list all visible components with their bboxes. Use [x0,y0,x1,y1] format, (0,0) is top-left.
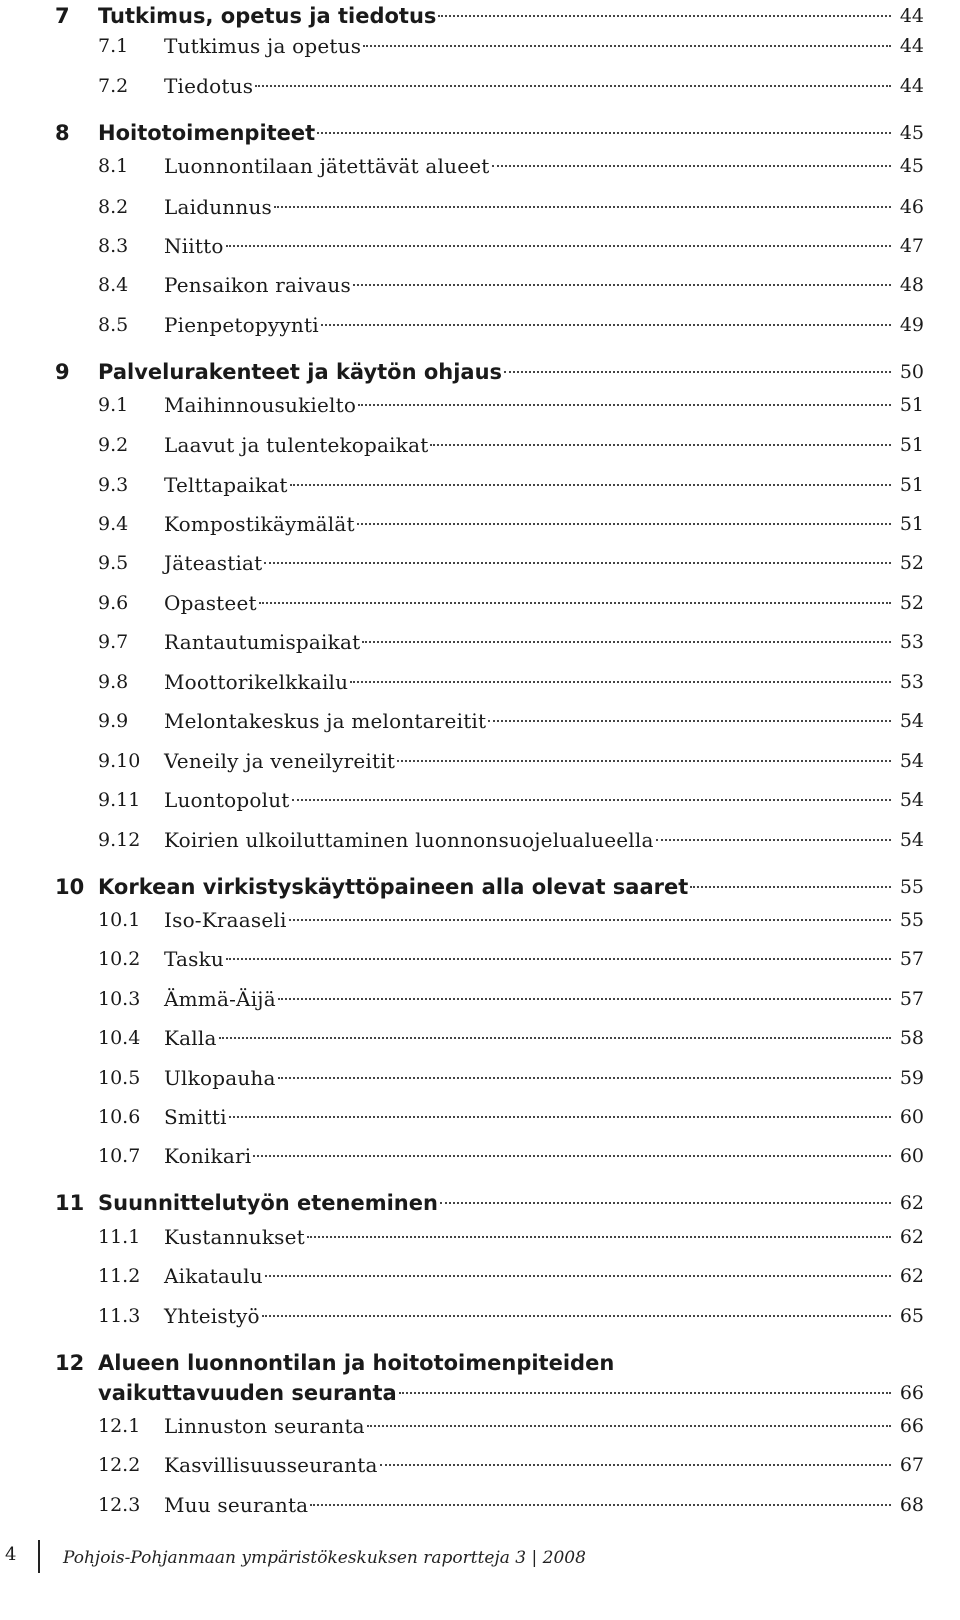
footer-publication: Pohjois-Pohjanmaan ympäristökeskuksen raportteja 3 | 2008 [63,1548,586,1568]
toc-entry-number: 9.10 [98,750,141,772]
leader-dots [278,1077,891,1079]
toc-entry-number: 12.2 [98,1454,141,1476]
toc-entry-title-text: Pensaikon raivaus [164,273,351,297]
toc-entry-title [164,270,894,300]
toc-entry-number: 9.5 [98,552,129,574]
toc-section-entry[interactable] [0,667,960,697]
toc-entry-title [164,627,894,657]
toc-entry-page-number: 54 [899,710,924,732]
toc-entry-number: 7 [55,4,70,28]
leader-dots [397,760,891,762]
toc-entry-title [164,509,894,539]
toc-entry-number: 10.2 [98,948,141,970]
toc-entry-title-text: Muu seuranta [164,1493,309,1517]
leader-dots [440,1202,891,1204]
toc-section-entry[interactable] [0,1411,960,1441]
toc-section-entry[interactable] [0,310,960,340]
toc-entry-page-number: 58 [899,1027,924,1049]
toc-entry-title [164,151,894,181]
toc-entry-title [164,231,894,261]
toc-section-entry[interactable] [0,1102,960,1132]
toc-section-entry[interactable] [0,1490,960,1520]
toc-entry-title-text: Tasku [164,947,224,971]
leader-dots [353,284,891,286]
toc-entry-number: 7.2 [98,75,129,97]
toc-entry-title [164,192,894,222]
leader-dots [226,245,891,247]
toc-chapter-entry[interactable] [0,1,960,31]
leader-dots [438,15,891,17]
toc-entry-page-number: 53 [899,671,924,693]
toc-entry-number: 9.9 [98,710,129,732]
toc-entry-title-text: Kompostikäymälät [164,512,355,536]
leader-dots [380,1464,891,1466]
toc-entry-page-number: 46 [899,196,924,218]
leader-dots [317,132,891,134]
toc-entry-title [164,1450,894,1480]
leader-dots [310,1504,891,1506]
leader-dots [363,45,891,47]
toc-entry-title [164,470,894,500]
toc-entry-title [164,825,894,855]
toc-entry-title-text: Yhteistyö [164,1304,260,1328]
toc-entry-page-number: 44 [899,75,924,97]
toc-entry-page-number: 51 [899,394,924,416]
toc-entry-title-text: Koirien ulkoiluttaminen luonnonsuojelualueella [164,828,654,852]
toc-entry-number: 8.4 [98,274,129,296]
toc-entry-title-text: Laidunnus [164,195,272,219]
toc-entry-title-text: Aikataulu [164,1264,263,1288]
toc-entry-number: 10 [55,875,85,899]
leader-dots [259,602,891,604]
toc-chapter-entry[interactable] [0,357,960,387]
toc-section-entry[interactable] [0,430,960,460]
toc-entry-title-text: Laavut ja tulentekopaikat [164,433,429,457]
toc-entry-title [164,1301,894,1331]
toc-entry-page-number: 55 [899,909,924,931]
leader-dots [255,85,891,87]
toc-chapter-entry[interactable] [0,118,960,148]
toc-entry-title-text: Pienpetopyynti [164,313,319,337]
leader-dots [367,1425,891,1427]
toc-entry-title [164,785,894,815]
leader-dots [290,484,891,486]
toc-entry-page-number: 57 [899,948,924,970]
toc-entry-number: 11 [55,1191,85,1215]
toc-entry-number: 9.6 [98,592,129,614]
footer-divider [38,1540,40,1573]
toc-section-entry[interactable] [0,1023,960,1053]
toc-entry-title-text: Iso-Kraaseli [164,908,287,932]
toc-entry-page-number: 45 [899,122,924,144]
toc-entry-number: 9.4 [98,513,129,535]
toc-entry-title [98,357,894,387]
toc-entry-title [164,1102,894,1132]
toc-entry-title [164,984,894,1014]
toc-entry-number: 9.3 [98,474,129,496]
toc-entry-page-number: 51 [899,513,924,535]
toc-entry-title-text: Ämmä-Äijä [164,987,276,1011]
toc-entry-page-number: 65 [899,1305,924,1327]
toc-entry-number: 11.3 [98,1305,141,1327]
leader-dots [399,1392,891,1394]
toc-entry-page-number: 67 [899,1454,924,1476]
toc-entry-title [164,706,894,736]
toc-entry-title-text: Palvelurakenteet ja käytön ohjaus [98,360,503,384]
toc-entry-page-number: 62 [899,1265,924,1287]
toc-entry-title [164,430,894,460]
toc-entry-title-text: Melontakeskus ja melontareitit [164,709,487,733]
leader-dots [690,886,891,888]
leader-dots [265,1275,891,1277]
leader-dots [262,1315,891,1317]
toc-entry-page-number: 51 [899,434,924,456]
toc-entry-page-number: 57 [899,988,924,1010]
toc-section-entry[interactable] [0,1301,960,1331]
leader-dots [253,1155,891,1157]
toc-entry-page-number: 54 [899,750,924,772]
toc-section-entry[interactable] [0,944,960,974]
toc-entry-title-text: Jäteastiat [164,551,263,575]
toc-entry-number: 10.7 [98,1145,141,1167]
toc-entry-page-number: 66 [899,1382,924,1404]
toc-entry-page-number: 54 [899,789,924,811]
toc-entry-number: 12.1 [98,1415,141,1437]
toc-chapter-entry[interactable] [0,1348,960,1408]
toc-entry-title-text: Tutkimus ja opetus [164,34,362,58]
toc-entry-page-number: 55 [899,876,924,898]
toc-entry-number: 9.1 [98,394,129,416]
toc-entry-page-number: 62 [899,1226,924,1248]
toc-entry-title-text: Kustannukset [164,1225,305,1249]
toc-entry-title [164,667,894,697]
toc-entry-page-number: 52 [899,552,924,574]
toc-section-entry[interactable] [0,627,960,657]
toc-entry-title-line1: Alueen luonnontilan ja hoitotoimenpiteiden [98,1351,615,1375]
toc-entry-title-text: vaikuttavuuden seuranta [98,1381,397,1405]
toc-entry-title-text: Tiedotus [164,74,254,98]
toc-section-entry[interactable] [0,509,960,539]
toc-entry-title [164,944,894,974]
toc-section-entry[interactable] [0,1063,960,1093]
toc-entry-number: 9.8 [98,671,129,693]
toc-entry-page-number: 53 [899,631,924,653]
toc-entry-page-number: 48 [899,274,924,296]
toc-entry-page-number: 60 [899,1106,924,1128]
leader-dots [492,165,891,167]
leader-dots [226,958,891,960]
leader-dots [358,404,891,406]
toc-entry-page-number: 66 [899,1415,924,1437]
toc-entry-page-number: 47 [899,235,924,257]
toc-entry-title-text: Telttapaikat [164,473,288,497]
toc-entry-number: 9.7 [98,631,129,653]
toc-entry-page-number: 50 [899,361,924,383]
toc-entry-page-number: 54 [899,829,924,851]
toc-entry-number: 12 [55,1351,85,1375]
toc-entry-title [164,390,894,420]
toc-entry-number: 8.5 [98,314,129,336]
toc-section-entry[interactable] [0,785,960,815]
leader-dots [292,799,891,801]
toc-section-entry[interactable] [0,1141,960,1171]
toc-entry-page-number: 49 [899,314,924,336]
toc-entry-number: 10.4 [98,1027,141,1049]
toc-entry-page-number: 59 [899,1067,924,1089]
toc-entry-number: 10.6 [98,1106,141,1128]
toc-entry-number: 11.2 [98,1265,141,1287]
leader-dots [656,839,891,841]
toc-section-entry[interactable] [0,746,960,776]
leader-dots [488,720,891,722]
toc-entry-page-number: 68 [899,1494,924,1516]
toc-chapter-entry[interactable] [0,872,960,902]
toc-chapter-entry[interactable] [0,1188,960,1218]
leader-dots [278,998,891,1000]
leader-dots [289,919,891,921]
toc-entry-title [164,905,894,935]
toc-entry-number: 8.1 [98,155,129,177]
toc-entry-title [164,548,894,578]
toc-entry-title-text: Kasvillisuusseuranta [164,1453,378,1477]
toc-section-entry[interactable] [0,470,960,500]
toc-entry-page-number: 44 [899,5,924,27]
toc-section-entry[interactable] [0,231,960,261]
toc-entry-number: 10.1 [98,909,141,931]
leader-dots [357,523,891,525]
toc-entry-title-text: Kalla [164,1026,217,1050]
toc-entry-title-text: Maihinnousukielto [164,393,357,417]
toc-entry-title [164,1411,894,1441]
toc-entry-title-text: Konikari [164,1144,252,1168]
toc-entry-title-text: Korkean virkistyskäyttöpaineen alla olevat saaret [98,875,689,899]
leader-dots [321,324,891,326]
toc-entry-title [98,872,894,902]
toc-entry-number: 12.3 [98,1494,141,1516]
toc-entry-page-number: 45 [899,155,924,177]
toc-entry-number: 8.3 [98,235,129,257]
toc-section-entry[interactable] [0,1261,960,1291]
toc-entry-number: 11.1 [98,1226,141,1248]
toc-entry-number: 9.2 [98,434,129,456]
toc-entry-title-text: Linnuston seuranta [164,1414,365,1438]
toc-entry-title [164,1222,894,1252]
leader-dots [430,444,891,446]
toc-section-entry[interactable] [0,588,960,618]
toc-section-entry[interactable] [0,390,960,420]
toc-entry-title [164,71,894,101]
toc-entry-title [98,1378,894,1408]
toc-section-entry[interactable] [0,31,960,61]
toc-entry-title-text: Tutkimus, opetus ja tiedotus [98,4,437,28]
toc-section-entry[interactable] [0,706,960,736]
toc-section-entry[interactable] [0,548,960,578]
toc-entry-number: 8 [55,121,70,145]
toc-entry-title [164,588,894,618]
toc-entry-title [164,1141,894,1171]
toc-entry-page-number: 60 [899,1145,924,1167]
leader-dots [504,371,891,373]
toc-entry-number: 9.12 [98,829,141,851]
toc-entry-number: 10.5 [98,1067,141,1089]
leader-dots [307,1236,891,1238]
leader-dots [362,641,891,643]
footer-page-number: 4 [5,1544,17,1565]
toc-entry-title-text: Luonnontilaan jätettävät alueet [164,154,490,178]
toc-entry-title-text: Rantautumispaikat [164,630,361,654]
toc-entry-number: 7.1 [98,35,129,57]
toc-entry-page-number: 52 [899,592,924,614]
leader-dots [274,206,891,208]
toc-entry-title [164,746,894,776]
toc-entry-number: 10.3 [98,988,141,1010]
toc-section-entry[interactable] [0,151,960,181]
toc-section-entry[interactable] [0,825,960,855]
toc-section-entry[interactable] [0,905,960,935]
toc-entry-number: 8.2 [98,196,129,218]
toc-entry-title-text: Smitti [164,1105,227,1129]
leader-dots [350,681,891,683]
leader-dots [264,562,891,564]
toc-entry-title [164,310,894,340]
toc-entry-page-number: 62 [899,1192,924,1214]
toc-entry-number: 9 [55,360,70,384]
toc-entry-title-text: Niitto [164,234,224,258]
toc-entry-title [164,1261,894,1291]
leader-dots [229,1116,891,1118]
toc-section-entry[interactable] [0,1222,960,1252]
toc-section-entry[interactable] [0,71,960,101]
toc-entry-title [98,1,894,31]
toc-entry-page-number: 44 [899,35,924,57]
toc-entry-title-text: Suunnittelutyön eteneminen [98,1191,438,1215]
toc-entry-title [98,1188,894,1218]
toc-section-entry[interactable] [0,984,960,1014]
toc-entry-title [164,1490,894,1520]
toc-entry-title-text: Luontopolut [164,788,290,812]
toc-entry-title-text: Opasteet [164,591,257,615]
toc-entry-title [164,31,894,61]
toc-section-entry[interactable] [0,192,960,222]
toc-section-entry[interactable] [0,1450,960,1480]
toc-entry-number: 9.11 [98,789,141,811]
toc-entry-title-text: Ulkopauha [164,1066,276,1090]
toc-entry-title [164,1023,894,1053]
toc-entry-title [164,1063,894,1093]
toc-section-entry[interactable] [0,270,960,300]
toc-entry-title [98,118,894,148]
toc-entry-title-text: Hoitotoimenpiteet [98,121,316,145]
toc-entry-page-number: 51 [899,474,924,496]
toc-entry-title-text: Veneily ja veneilyreitit [164,749,396,773]
toc-entry-title-text: Moottorikelkkailu [164,670,349,694]
leader-dots [219,1037,891,1039]
